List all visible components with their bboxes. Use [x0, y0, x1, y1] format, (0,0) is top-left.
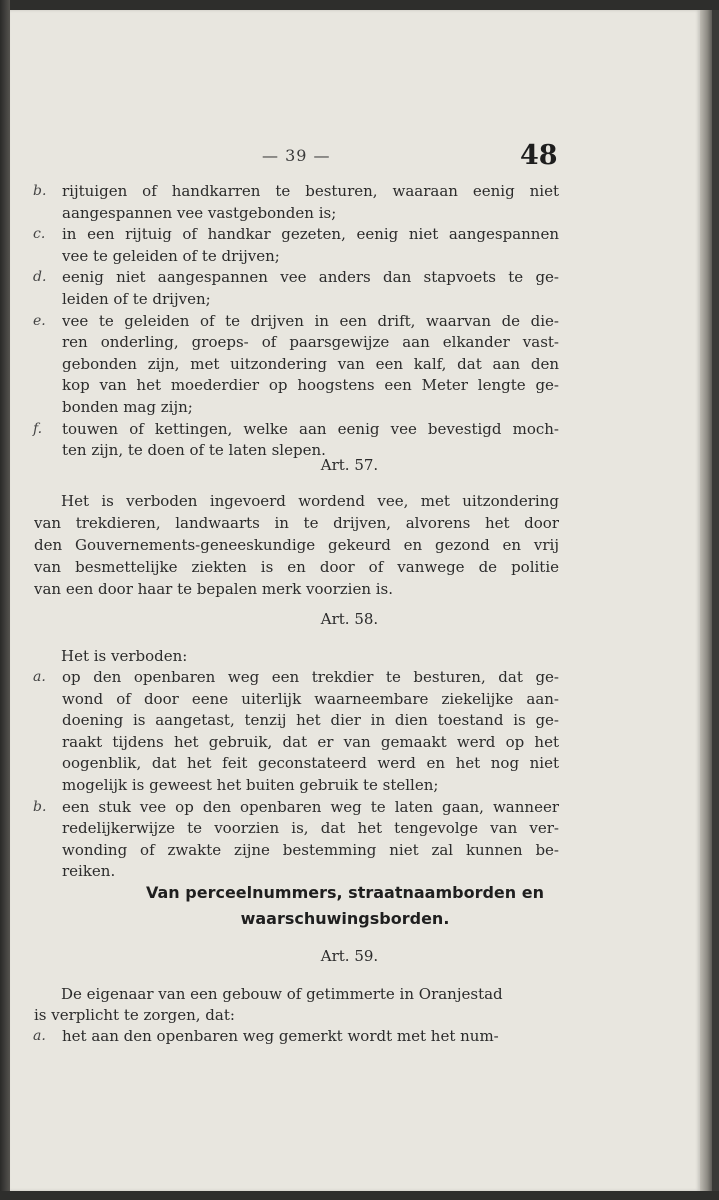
list-item-line: wond of door eene uiterlijk waarneembare ziekelijke aan-: [62, 689, 559, 708]
list-item-line: op den openbaren weg een trekdier te besturen, dat ge-: [62, 668, 559, 686]
list-marker: b.: [33, 798, 47, 815]
list-item-line: touwen of kettingen, welke aan eenig vee bevestigd moch-: [62, 419, 559, 438]
list-item-line: ten zijn, te doen of te laten slepen.: [62, 441, 326, 460]
list-marker: b.: [33, 183, 47, 199]
list-item-line: vee te geleiden of te drijven in een drift, waarvan de die-: [62, 311, 559, 330]
list-item-line: eenig niet aangespannen vee anders dan stapvoets te ge-: [62, 268, 559, 287]
paragraph-line: van besmettelijke ziekten is en door of vanwege de politie: [34, 558, 559, 576]
list-item-line: bonden mag zijn;: [62, 398, 193, 416]
list-marker: d.: [33, 269, 47, 286]
list-item-line: gebonden zijn, met uitzondering van een kalf, dat aan den: [62, 354, 559, 373]
paragraph-line: Het is verboden ingevoerd wordend vee, met uitzondering: [61, 492, 559, 510]
list-item-line: doening is aangetast, tenzij het dier in dien toestand is ge-: [62, 711, 559, 730]
paragraph-line: van een door haar te bepalen merk voorzien is.: [34, 580, 394, 598]
list-item-line: het aan den openbaren weg gemerkt wordt met het num-: [62, 1027, 499, 1045]
section-heading-line-1: Van perceelnummers, straatnaamborden en: [146, 883, 544, 902]
list-item-line: ren onderling, groeps- of paarsgewijze aan elkander vast-: [62, 333, 559, 352]
article-title: Art. 59.: [320, 947, 379, 965]
list-item-line: in een rijtuig of handkar gezeten, eenig niet aangespannen: [62, 225, 559, 244]
list-item-line: kop van het moederdier op hoogstens een Meter lengte ge-: [62, 376, 559, 395]
list-marker: f.: [33, 420, 43, 437]
list-item-line: rijtuigen of handkarren te besturen, waaraan eenig niet: [62, 182, 559, 200]
list-item-line: redelijkerwijze te voorzien is, dat het tengevolge van ver-: [62, 819, 559, 838]
list-item-line: vee te geleiden of te drijven;: [62, 246, 280, 265]
list-marker: e.: [33, 312, 46, 329]
stamp-number: 48: [520, 140, 558, 171]
list-item-line: leiden of te drijven;: [62, 290, 211, 308]
list-marker: a.: [33, 1028, 46, 1044]
list-item-line: een stuk vee op den openbaren weg te laten gaan, wanneer: [62, 797, 559, 816]
section-heading-line-2: waarschuwingsborden.: [240, 909, 450, 928]
list-item-line: mogelijk is geweest het buiten gebruik te stellen;: [62, 776, 439, 794]
paragraph-line: is verplicht te zorgen, dat:: [34, 1006, 235, 1024]
page-edge-right: [700, 10, 712, 1191]
list-marker: a.: [33, 669, 46, 685]
scan-border-left: [0, 0, 10, 1200]
list-item-line: reiken.: [62, 862, 116, 881]
paragraph-line: van trekdieren, landwaarts in te drijven, alvorens het door: [34, 514, 559, 532]
article-title: Art. 57.: [320, 456, 379, 474]
article-title: Art. 58.: [320, 610, 379, 628]
page-number: — 39 —: [262, 146, 331, 165]
paragraph-line: den Gouvernements-geneeskundige gekeurd en gezond en vrij: [34, 536, 559, 554]
list-marker: c.: [33, 226, 46, 243]
list-item-line: aangespannen vee vastgebonden is;: [62, 203, 337, 222]
paragraph-line: De eigenaar van een gebouw of getimmerte in Oranjestad: [61, 985, 503, 1003]
scan-border-bottom: [0, 1191, 719, 1200]
list-item-line: raakt tijdens het gebruik, dat er van gemaakt werd op het: [62, 732, 559, 751]
list-item-line: oogenblik, dat het feit geconstateerd werd en het nog niet: [62, 754, 559, 773]
paragraph-intro: Het is verboden:: [61, 647, 188, 665]
list-item-line: wonding of zwakte zijne bestemming niet zal kunnen be-: [62, 840, 559, 859]
scan-border-top: [0, 0, 719, 10]
